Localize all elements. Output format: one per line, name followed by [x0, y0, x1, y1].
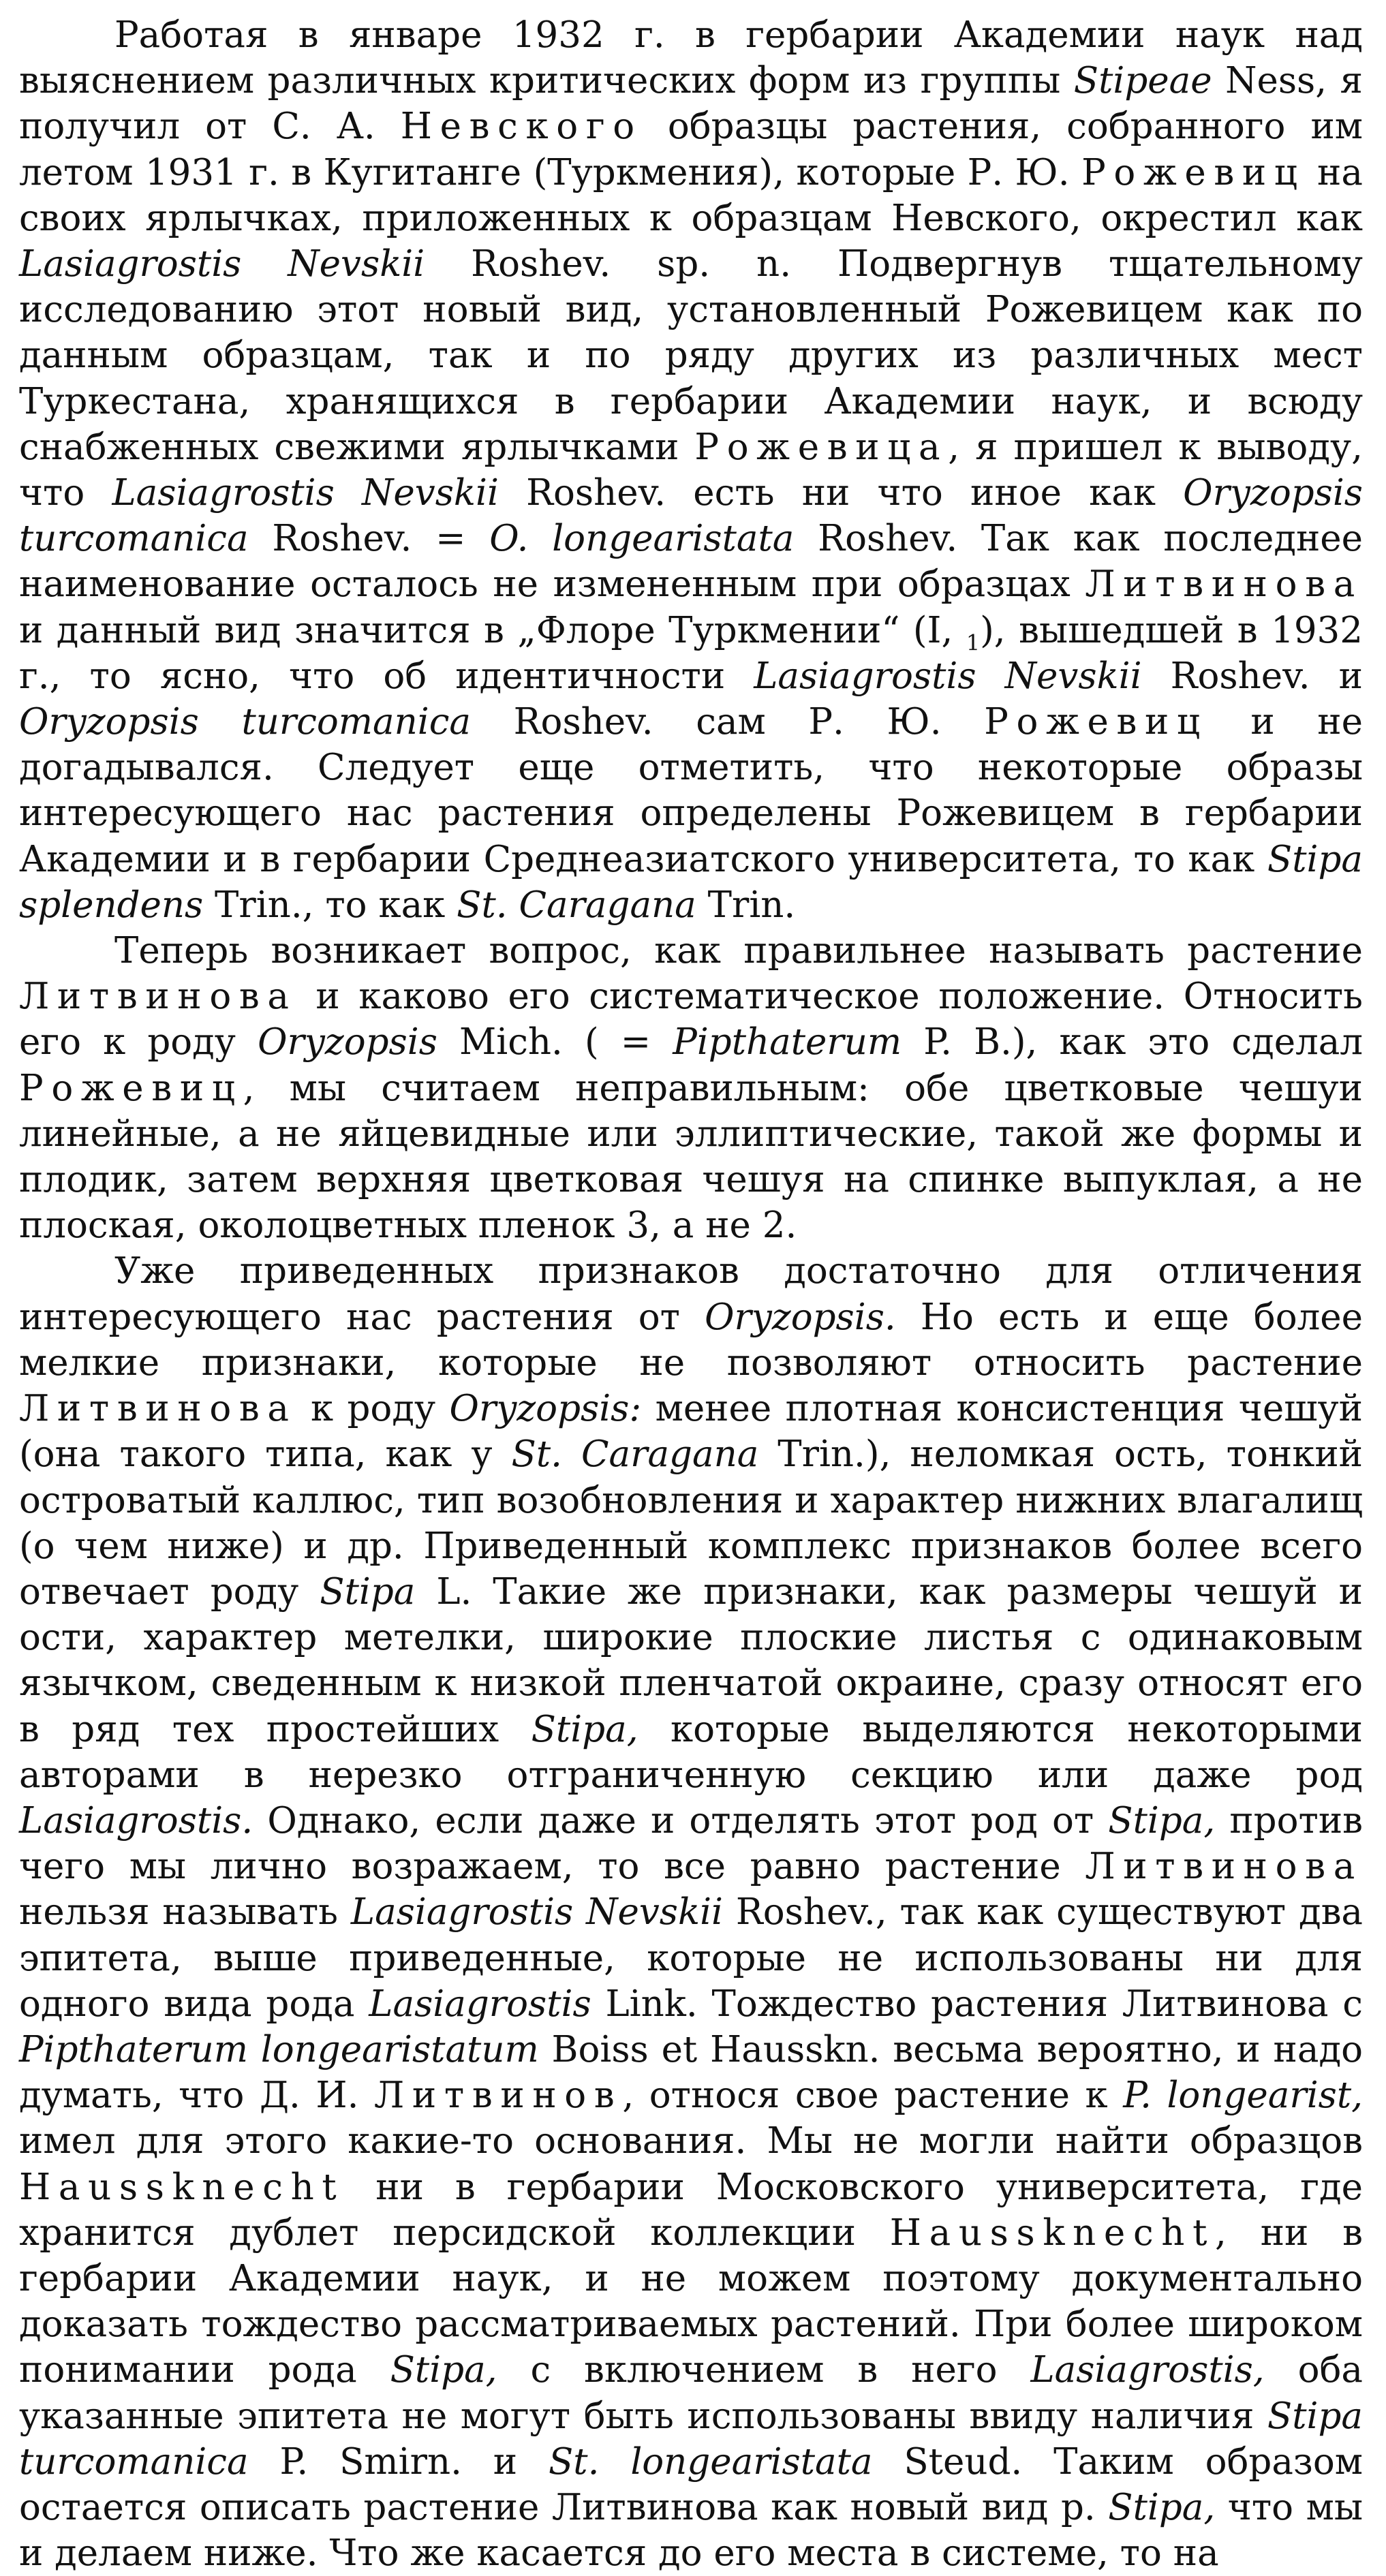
text-run: Roshev. =: [248, 518, 490, 560]
text-run: L. Такие же признаки, как размеры чешуй и ости, характер метелки, широкие плоские листья с одинаковым язычком, сведенным к низкой пленчатой окраине, сразу относят его в ряд тех простейших: [19, 1570, 1364, 1750]
latin-taxon-name: O. longearistata: [489, 518, 795, 560]
text-run: Roshev., так как существуют два эпитета, выше приведенные, которые не использованы ни для одного вида рода: [19, 1891, 1364, 2025]
text-run: Roshev. Так как последнее наименование осталось не измененным при образцах: [19, 518, 1364, 606]
text-run: Roshev. sp. n. Подвергнув тщательному исследованию этот новый вид, установленный Рожевицем как по данным образцам, так и по ряду других из различных мест Туркестана, хранящихся в гербарии Академии наук, и всюду снабженных свежими ярлычками: [19, 243, 1363, 468]
text-run: Работая в январе 1932 г. в гербарии Академии наук над выяснением различных критических форм из группы: [19, 14, 1363, 102]
paragraph: [19, 12, 1363, 928]
text-run: P. Smirn. и: [248, 2440, 549, 2483]
text-run: образцы растения, собранного им летом 1931 г. в Кугитанге (Туркмения), которые Р. Ю.: [19, 106, 1363, 193]
text-run: Roshev. есть ни что иное как: [498, 472, 1184, 514]
text-run: и данный вид значится в „Флоре Туркмении“ (I,: [19, 609, 966, 651]
text-run: Однако, если даже и отделять этот род от: [253, 1799, 1109, 1842]
text-run: Roshev. и: [1141, 655, 1363, 697]
text-run: с включением в него: [497, 2349, 1031, 2391]
spaced-author-name: Литвинова: [1085, 1846, 1363, 1888]
spaced-author-name: Литвинова: [19, 1388, 297, 1430]
text-run: Boiss et Hausskn. весьма вероятно, и надо думать, что Д. И.: [19, 2028, 1363, 2117]
text-run: Теперь возникает вопрос, как правильнее называть растение: [114, 930, 1363, 972]
text-run: Но есть и еще более мелкие признаки, которые не позволяют относить растение: [19, 1296, 1364, 1384]
text-run: менее плотная консистенция чешуй (она такого типа, как у: [19, 1388, 1363, 1476]
text-run: P. B.), как это сделал: [902, 1021, 1364, 1064]
latin-taxon-name: Oryzopsis.: [705, 1296, 896, 1338]
spaced-author-name: Рожевиц: [984, 701, 1208, 743]
subscript-number: 1: [966, 630, 981, 656]
text-run: оба указанные эпитета не могут быть использованы ввиду наличия: [19, 2349, 1363, 2437]
text-run: ), вышедшей в 1932 г., то ясно, что об идентичности: [19, 609, 1363, 697]
paragraph: [19, 928, 1363, 1248]
text-run: Trin., то как: [203, 884, 457, 926]
document-page: [19, 12, 1363, 2576]
text-run: и каково его систематическое положение. Относить его к роду: [19, 976, 1363, 1064]
latin-taxon-name: Stipa,: [1108, 2486, 1216, 2528]
latin-taxon-name: Lasiagrostis,: [1030, 2349, 1265, 2391]
text-run: ни в гербарии Московского университета, где хранится дублет персидской коллекции: [19, 2166, 1363, 2254]
text-run: и не догадывался. Следует еще отметить, что некоторые образы интересующего нас растения определены Рожевицем в гербарии Академии и в гербарии Среднеазиатского университета, то как: [19, 701, 1363, 880]
spaced-author-name: Рожевиц: [1081, 151, 1306, 193]
text-run: нельзя называть: [19, 1891, 351, 1934]
latin-taxon-name: Pipthaterum: [673, 1021, 902, 1064]
spaced-author-name: Рожевиц: [19, 1067, 243, 1109]
text-run: которые выделяются некоторыми авторами в нерезко отграниченную секцию или даже род: [19, 1708, 1363, 1796]
spaced-author-name: Haussknecht: [889, 2212, 1216, 2254]
spaced-author-name: Литвинова: [1085, 563, 1363, 606]
text-run: к роду: [296, 1388, 450, 1430]
latin-taxon-name: Lasiagrostis: [369, 1983, 591, 2025]
latin-taxon-name: Stipa,: [531, 1708, 638, 1750]
latin-taxon-name: Stipa,: [1108, 1799, 1216, 1842]
spaced-author-name: Рожевица: [694, 426, 949, 468]
spaced-author-name: Литвинова: [19, 976, 297, 1018]
latin-taxon-name: Oryzopsis turcomanica: [19, 701, 472, 743]
text-run: Trin.: [696, 884, 796, 926]
latin-taxon-name: Stipeae: [1073, 60, 1212, 102]
text-run: против чего мы лично возражаем, то все равно растение: [19, 1799, 1363, 1888]
text-run: , относя свое растение к: [622, 2075, 1124, 2117]
text-run: , я пришел к выводу, что: [19, 426, 1363, 514]
text-run: , ни в гербарии Академии наук, и не можем поэтому документально доказать тождество рассматриваемых растений. При более широком понимании рода: [19, 2212, 1363, 2391]
latin-taxon-name: Pipthaterum longearistatum: [19, 2028, 539, 2070]
text-run: , мы считаем неправильным: обе цветковые чешуи линейные, а не яйцевидные или эллиптические, такой же формы и плодик, затем верхняя цветковая чешуя на спинке выпуклая, а не плоская, околоцветных пленок 3, а не 2.: [19, 1067, 1363, 1247]
spaced-author-name: Невского: [400, 106, 643, 148]
latin-taxon-name: St. Caragana: [511, 1433, 759, 1476]
text-run: Steud. Таким образом остается описать растение Литвинова как новый вид р.: [19, 2440, 1363, 2528]
text-run: Ness, я получил от С. А.: [19, 60, 1363, 148]
latin-taxon-name: Lasiagrostis Nevskii: [754, 655, 1142, 697]
latin-taxon-name: Oryzopsis: [258, 1021, 437, 1064]
latin-taxon-name: Lasiagrostis Nevskii: [350, 1891, 723, 1934]
text-run: на своих ярлычках, приложенных к образцам Невского, окрестил как: [19, 151, 1363, 239]
latin-taxon-name: St. Caragana: [457, 884, 696, 926]
latin-taxon-name: Lasiagrostis Nevskii: [19, 243, 425, 285]
latin-taxon-name: Stipa,: [390, 2349, 497, 2391]
spaced-author-name: Литвинов: [373, 2075, 623, 2117]
text-run: Trin.), неломкая ость, тонкий островатый каллюс, тип возобновления и характер нижних влагалищ (о чем ниже) и др. Приведенный комплекс признаков более всего отвечает роду: [19, 1433, 1363, 1613]
latin-taxon-name: Oryzopsis turcomanica: [19, 472, 1364, 560]
paragraph: [19, 1248, 1363, 2576]
text-run: что мы и делаем ниже. Что же касается до его места в системе, то на: [19, 2486, 1363, 2575]
latin-taxon-name: Stipa splendens: [19, 838, 1363, 926]
text-run: имел для этого какие-то основания. Мы не могли найти образцов: [19, 2120, 1363, 2162]
spaced-author-name: Haussknecht: [19, 2166, 345, 2208]
text-run: Roshev. сам Р. Ю.: [471, 701, 985, 743]
latin-taxon-name: Stipa turcomanica: [19, 2395, 1363, 2483]
latin-taxon-name: Oryzopsis:: [449, 1388, 642, 1430]
latin-taxon-name: St. longearistata: [549, 2440, 873, 2483]
latin-taxon-name: P. longearist,: [1123, 2075, 1363, 2117]
text-run: Уже приведенных признаков достаточно для отличения интересующего нас растения от: [19, 1250, 1363, 1338]
body-text: [19, 12, 1363, 2576]
latin-taxon-name: Lasiagrostis Nevskii: [112, 472, 499, 514]
text-run: Link. Тождество растения Литвинова с: [591, 1983, 1363, 2025]
latin-taxon-name: Stipa: [320, 1570, 416, 1613]
text-run: Mich. ( =: [437, 1021, 673, 1064]
latin-taxon-name: Lasiagrostis.: [19, 1799, 253, 1842]
